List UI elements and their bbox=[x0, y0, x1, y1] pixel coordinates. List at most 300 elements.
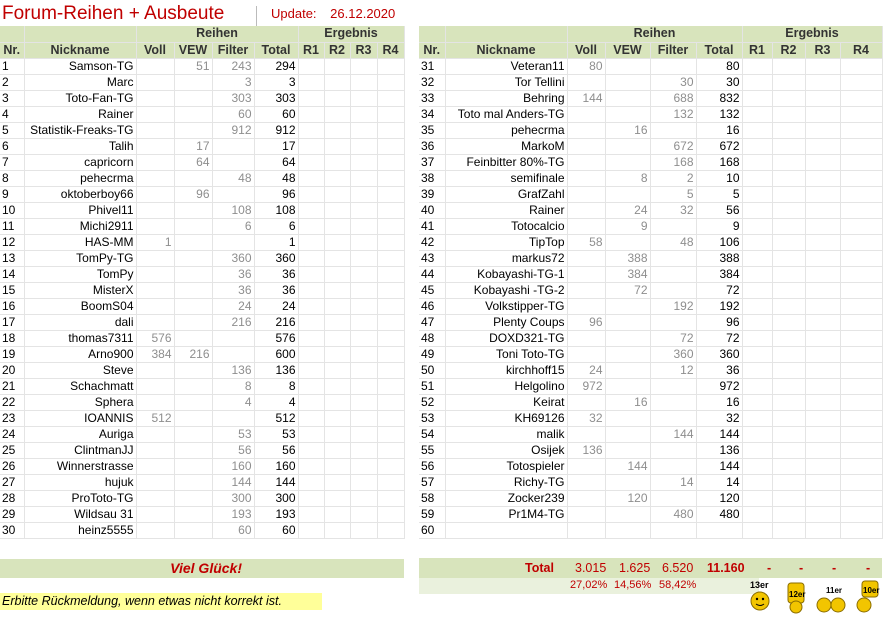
total-filter: 6.520 bbox=[662, 561, 694, 575]
cell-r4 bbox=[840, 522, 882, 538]
table-row bbox=[0, 330, 404, 346]
cell-r2 bbox=[772, 378, 805, 394]
cell-voll bbox=[567, 74, 605, 90]
cell-nr: 17 bbox=[0, 314, 24, 330]
table-row bbox=[0, 154, 404, 170]
cell-total: 144 bbox=[696, 458, 742, 474]
cell-r2 bbox=[772, 138, 805, 154]
cell-r1 bbox=[298, 330, 324, 346]
cell-r3 bbox=[805, 186, 840, 202]
cell-r2 bbox=[772, 250, 805, 266]
cell-nickname: MisterX bbox=[24, 282, 136, 298]
cell-nr: 39 bbox=[419, 186, 445, 202]
cell-vew bbox=[605, 58, 650, 74]
cell-nr: 45 bbox=[419, 282, 445, 298]
table-row bbox=[0, 58, 404, 74]
cell-nr: 41 bbox=[419, 218, 445, 234]
cell-vew bbox=[174, 490, 212, 506]
cell-vew: 8 bbox=[605, 170, 650, 186]
cell-filter: 56 bbox=[212, 442, 254, 458]
cell-voll bbox=[567, 394, 605, 410]
cell-r1 bbox=[742, 298, 772, 314]
cell-r3 bbox=[350, 266, 377, 282]
cell-r1 bbox=[298, 202, 324, 218]
table-row bbox=[0, 522, 404, 538]
cell-r4 bbox=[840, 282, 882, 298]
cell-vew bbox=[605, 314, 650, 330]
cell-r2 bbox=[324, 378, 350, 394]
cell-voll: 512 bbox=[136, 410, 174, 426]
cell-voll bbox=[567, 154, 605, 170]
cell-voll bbox=[136, 170, 174, 186]
cell-r3 bbox=[350, 138, 377, 154]
cell-r2 bbox=[324, 474, 350, 490]
cell-vew bbox=[605, 442, 650, 458]
cell-r2 bbox=[324, 90, 350, 106]
cell-nr: 26 bbox=[0, 458, 24, 474]
cell-vew bbox=[605, 74, 650, 90]
cell-r1 bbox=[298, 410, 324, 426]
cell-total: 832 bbox=[696, 90, 742, 106]
left-table bbox=[0, 26, 405, 539]
cell-vew: 144 bbox=[605, 458, 650, 474]
cell-vew bbox=[174, 442, 212, 458]
cell-total: 384 bbox=[696, 266, 742, 282]
total-voll: 3.015 bbox=[575, 561, 607, 575]
cell-vew bbox=[605, 346, 650, 362]
cell-voll bbox=[136, 474, 174, 490]
cell-nr: 10 bbox=[0, 202, 24, 218]
cell-voll bbox=[136, 298, 174, 314]
cell-nr: 23 bbox=[0, 410, 24, 426]
table-row bbox=[419, 282, 882, 298]
cell-voll bbox=[567, 106, 605, 122]
cell-nr: 14 bbox=[0, 266, 24, 282]
cell-total: 4 bbox=[254, 394, 298, 410]
cell-r2 bbox=[772, 506, 805, 522]
cell-voll bbox=[567, 138, 605, 154]
cell-voll: 32 bbox=[567, 410, 605, 426]
cell-filter: 303 bbox=[212, 90, 254, 106]
table-row bbox=[0, 426, 404, 442]
cell-nickname: Behring bbox=[445, 90, 567, 106]
col-nr: Nr. bbox=[419, 42, 445, 58]
cell-nickname: Helgolino bbox=[445, 378, 567, 394]
cell-r2 bbox=[772, 346, 805, 362]
cell-vew bbox=[174, 362, 212, 378]
cell-total: 600 bbox=[254, 346, 298, 362]
cell-total: 912 bbox=[254, 122, 298, 138]
cell-r3 bbox=[350, 90, 377, 106]
cell-r3 bbox=[805, 202, 840, 218]
cell-nr: 35 bbox=[419, 122, 445, 138]
cell-vew: 17 bbox=[174, 138, 212, 154]
cell-r4 bbox=[840, 234, 882, 250]
table-row bbox=[419, 506, 882, 522]
cell-r4 bbox=[840, 58, 882, 74]
cell-filter: 12 bbox=[650, 362, 696, 378]
cell-total: 48 bbox=[254, 170, 298, 186]
cell-nickname: Winnerstrasse bbox=[24, 458, 136, 474]
cell-r3 bbox=[805, 106, 840, 122]
cell-r4 bbox=[840, 410, 882, 426]
cell-r1 bbox=[298, 186, 324, 202]
cell-vew bbox=[605, 186, 650, 202]
cell-nickname: Totocalcio bbox=[445, 218, 567, 234]
col-nickname: Nickname bbox=[24, 42, 136, 58]
cell-vew bbox=[174, 74, 212, 90]
cell-filter: 48 bbox=[212, 170, 254, 186]
cell-nickname: MarkoM bbox=[445, 138, 567, 154]
cell-r3 bbox=[350, 250, 377, 266]
table-row bbox=[0, 298, 404, 314]
cell-r1 bbox=[298, 74, 324, 90]
table-row bbox=[0, 218, 404, 234]
smiley-12er-icon bbox=[788, 583, 805, 613]
cell-r2 bbox=[772, 90, 805, 106]
cell-total: 16 bbox=[696, 394, 742, 410]
cell-r4 bbox=[840, 474, 882, 490]
cell-nr: 11 bbox=[0, 218, 24, 234]
cell-total: 96 bbox=[254, 186, 298, 202]
cell-r2 bbox=[324, 170, 350, 186]
svg-text:13er: 13er bbox=[750, 580, 769, 590]
cell-nr: 50 bbox=[419, 362, 445, 378]
col-nr: Nr. bbox=[0, 42, 24, 58]
cell-filter: 72 bbox=[650, 330, 696, 346]
table-row bbox=[419, 250, 882, 266]
cell-r3 bbox=[805, 426, 840, 442]
cell-nickname: Wildsau 31 bbox=[24, 506, 136, 522]
cell-r4 bbox=[840, 90, 882, 106]
cell-r1 bbox=[742, 186, 772, 202]
cell-nickname: ClintmanJJ bbox=[24, 442, 136, 458]
cell-nr: 55 bbox=[419, 442, 445, 458]
cell-r4 bbox=[377, 138, 404, 154]
table-row bbox=[0, 394, 404, 410]
cell-r3 bbox=[805, 458, 840, 474]
cell-filter: 160 bbox=[212, 458, 254, 474]
cell-r4 bbox=[377, 506, 404, 522]
cell-nickname: Zocker239 bbox=[445, 490, 567, 506]
pct-voll: 27,02% bbox=[570, 579, 608, 591]
table-row bbox=[0, 442, 404, 458]
cell-filter: 216 bbox=[212, 314, 254, 330]
cell-r3 bbox=[805, 410, 840, 426]
cell-nickname: IOANNIS bbox=[24, 410, 136, 426]
table-row bbox=[419, 218, 882, 234]
cell-nickname: Samson-TG bbox=[24, 58, 136, 74]
cell-vew bbox=[174, 202, 212, 218]
cell-r2 bbox=[772, 266, 805, 282]
cell-r1 bbox=[298, 154, 324, 170]
cell-r1 bbox=[298, 218, 324, 234]
cell-r2 bbox=[772, 362, 805, 378]
cell-r4 bbox=[840, 154, 882, 170]
cell-voll bbox=[567, 474, 605, 490]
cell-total: 8 bbox=[254, 378, 298, 394]
table-row bbox=[0, 362, 404, 378]
cell-r1 bbox=[298, 474, 324, 490]
cell-voll bbox=[136, 106, 174, 122]
cell-nr: 34 bbox=[419, 106, 445, 122]
cell-voll bbox=[136, 394, 174, 410]
cell-vew bbox=[605, 106, 650, 122]
cell-vew bbox=[174, 122, 212, 138]
cell-r3 bbox=[805, 58, 840, 74]
ergebnis-r1: - bbox=[767, 561, 772, 575]
cell-nickname: pehecrma bbox=[24, 170, 136, 186]
cell-nr: 58 bbox=[419, 490, 445, 506]
cell-total: 36 bbox=[254, 266, 298, 282]
cell-r3 bbox=[350, 282, 377, 298]
cell-nr: 60 bbox=[419, 522, 445, 538]
cell-r1 bbox=[298, 362, 324, 378]
cell-r3 bbox=[350, 442, 377, 458]
cell-r3 bbox=[805, 170, 840, 186]
cell-vew bbox=[605, 298, 650, 314]
cell-nr: 8 bbox=[0, 170, 24, 186]
cell-total: 512 bbox=[254, 410, 298, 426]
cell-r3 bbox=[805, 362, 840, 378]
cell-vew bbox=[605, 330, 650, 346]
cell-r4 bbox=[377, 154, 404, 170]
cell-r4 bbox=[377, 298, 404, 314]
cell-vew bbox=[174, 266, 212, 282]
cell-r4 bbox=[840, 394, 882, 410]
cell-filter bbox=[650, 58, 696, 74]
cell-r2 bbox=[324, 314, 350, 330]
cell-r1 bbox=[298, 250, 324, 266]
cell-r2 bbox=[772, 394, 805, 410]
col-filter: Filter bbox=[212, 42, 254, 58]
cell-filter: 300 bbox=[212, 490, 254, 506]
cell-total bbox=[696, 522, 742, 538]
cell-r3 bbox=[350, 298, 377, 314]
cell-vew bbox=[605, 410, 650, 426]
cell-nr: 51 bbox=[419, 378, 445, 394]
cell-total: 168 bbox=[696, 154, 742, 170]
cell-vew bbox=[174, 426, 212, 442]
cell-r1 bbox=[742, 282, 772, 298]
cell-vew: 9 bbox=[605, 218, 650, 234]
cell-filter: 4 bbox=[212, 394, 254, 410]
cell-r2 bbox=[772, 154, 805, 170]
cell-r1 bbox=[742, 362, 772, 378]
cell-nickname: KH69126 bbox=[445, 410, 567, 426]
cell-r3 bbox=[350, 234, 377, 250]
cell-vew bbox=[174, 90, 212, 106]
cell-total: 56 bbox=[254, 442, 298, 458]
cell-voll bbox=[567, 490, 605, 506]
cell-vew bbox=[605, 138, 650, 154]
table-row bbox=[419, 234, 882, 250]
cell-voll: 136 bbox=[567, 442, 605, 458]
col-r2: R2 bbox=[772, 42, 805, 58]
cell-nickname bbox=[445, 522, 567, 538]
cell-total: 72 bbox=[696, 282, 742, 298]
cell-r3 bbox=[805, 298, 840, 314]
cell-r2 bbox=[772, 186, 805, 202]
table-row bbox=[419, 138, 882, 154]
cell-vew bbox=[174, 282, 212, 298]
cell-r2 bbox=[772, 522, 805, 538]
cell-nickname: Osijek bbox=[445, 442, 567, 458]
cell-r2 bbox=[324, 330, 350, 346]
cell-total: 576 bbox=[254, 330, 298, 346]
col-total: Total bbox=[254, 42, 298, 58]
cell-total: 80 bbox=[696, 58, 742, 74]
cell-r2 bbox=[324, 522, 350, 538]
cell-voll bbox=[136, 202, 174, 218]
cell-nickname: Statistik-Freaks-TG bbox=[24, 122, 136, 138]
cell-r3 bbox=[805, 490, 840, 506]
cell-total: 136 bbox=[696, 442, 742, 458]
cell-vew: 16 bbox=[605, 394, 650, 410]
grp-empty-nr bbox=[419, 26, 445, 42]
cell-r3 bbox=[805, 154, 840, 170]
cell-total: 106 bbox=[696, 234, 742, 250]
cell-filter: 480 bbox=[650, 506, 696, 522]
table-row bbox=[0, 202, 404, 218]
cell-voll bbox=[136, 442, 174, 458]
cell-nickname: Talih bbox=[24, 138, 136, 154]
cell-r1 bbox=[742, 90, 772, 106]
cell-r3 bbox=[350, 426, 377, 442]
cell-nr: 5 bbox=[0, 122, 24, 138]
cell-r4 bbox=[377, 218, 404, 234]
cell-r2 bbox=[324, 410, 350, 426]
cell-r1 bbox=[742, 330, 772, 346]
cell-voll bbox=[136, 122, 174, 138]
cell-filter: 60 bbox=[212, 106, 254, 122]
cell-r3 bbox=[805, 250, 840, 266]
cell-nickname: Toto-Fan-TG bbox=[24, 90, 136, 106]
table-row bbox=[0, 106, 404, 122]
cell-r1 bbox=[742, 234, 772, 250]
cell-r2 bbox=[324, 458, 350, 474]
cell-nickname: TomPy-TG bbox=[24, 250, 136, 266]
cell-nickname: malik bbox=[445, 426, 567, 442]
cell-filter bbox=[650, 282, 696, 298]
cell-vew bbox=[174, 458, 212, 474]
cell-voll bbox=[567, 186, 605, 202]
cell-r3 bbox=[805, 74, 840, 90]
cell-r2 bbox=[772, 330, 805, 346]
cell-r1 bbox=[298, 522, 324, 538]
cell-r2 bbox=[324, 506, 350, 522]
cell-total: 388 bbox=[696, 250, 742, 266]
cell-r1 bbox=[742, 522, 772, 538]
cell-nickname: hujuk bbox=[24, 474, 136, 490]
cell-filter: 132 bbox=[650, 106, 696, 122]
cell-vew: 384 bbox=[605, 266, 650, 282]
cell-r4 bbox=[840, 346, 882, 362]
cell-nickname: heinz5555 bbox=[24, 522, 136, 538]
cell-nr: 4 bbox=[0, 106, 24, 122]
cell-r4 bbox=[377, 410, 404, 426]
cell-vew: 216 bbox=[174, 346, 212, 362]
table-row bbox=[419, 330, 882, 346]
table-row bbox=[419, 122, 882, 138]
group-reihen: Reihen bbox=[567, 26, 742, 42]
cell-nickname: TomPy bbox=[24, 266, 136, 282]
cell-voll bbox=[136, 522, 174, 538]
cell-total: 480 bbox=[696, 506, 742, 522]
cell-r4 bbox=[377, 314, 404, 330]
cell-total: 72 bbox=[696, 330, 742, 346]
cell-r1 bbox=[742, 266, 772, 282]
cell-r1 bbox=[742, 74, 772, 90]
cell-nickname: Rainer bbox=[24, 106, 136, 122]
cell-nickname: Pr1M4-TG bbox=[445, 506, 567, 522]
cell-filter: 192 bbox=[650, 298, 696, 314]
cell-voll: 96 bbox=[567, 314, 605, 330]
cell-r3 bbox=[350, 458, 377, 474]
cell-vew: 388 bbox=[605, 250, 650, 266]
cell-nickname: Keirat bbox=[445, 394, 567, 410]
cell-r2 bbox=[324, 490, 350, 506]
cell-r2 bbox=[324, 282, 350, 298]
smiley-10er-icon bbox=[857, 581, 879, 612]
cell-r3 bbox=[350, 122, 377, 138]
cell-r3 bbox=[350, 394, 377, 410]
cell-r2 bbox=[324, 234, 350, 250]
cell-r4 bbox=[377, 186, 404, 202]
cell-filter: 2 bbox=[650, 170, 696, 186]
cell-vew: 24 bbox=[605, 202, 650, 218]
cell-r4 bbox=[377, 234, 404, 250]
col-nickname: Nickname bbox=[445, 42, 567, 58]
cell-filter: 136 bbox=[212, 362, 254, 378]
cell-nr: 49 bbox=[419, 346, 445, 362]
update-date: 26.12.2020 bbox=[330, 6, 396, 21]
cell-filter: 36 bbox=[212, 282, 254, 298]
pct-vew: 14,56% bbox=[614, 579, 652, 591]
cell-r1 bbox=[742, 314, 772, 330]
table-row bbox=[0, 234, 404, 250]
cell-nr: 20 bbox=[0, 362, 24, 378]
cell-r3 bbox=[350, 218, 377, 234]
cell-nr: 28 bbox=[0, 490, 24, 506]
cell-r2 bbox=[324, 74, 350, 90]
cell-r1 bbox=[742, 442, 772, 458]
cell-r1 bbox=[298, 282, 324, 298]
cell-r4 bbox=[377, 378, 404, 394]
cell-r1 bbox=[298, 266, 324, 282]
cell-nickname: DOXD321-TG bbox=[445, 330, 567, 346]
cell-total: 136 bbox=[254, 362, 298, 378]
cell-r2 bbox=[772, 218, 805, 234]
table-row bbox=[0, 170, 404, 186]
feedback-note: Erbitte Rückmeldung, wenn etwas nicht korrekt ist. bbox=[0, 593, 322, 610]
cell-r4 bbox=[840, 170, 882, 186]
cell-r4 bbox=[840, 426, 882, 442]
cell-r4 bbox=[377, 490, 404, 506]
cell-r3 bbox=[350, 378, 377, 394]
cell-r2 bbox=[324, 186, 350, 202]
cell-voll bbox=[136, 218, 174, 234]
table-row bbox=[419, 378, 882, 394]
cell-total: 17 bbox=[254, 138, 298, 154]
cell-r4 bbox=[377, 346, 404, 362]
cell-filter: 144 bbox=[212, 474, 254, 490]
cell-r4 bbox=[377, 74, 404, 90]
cell-nr: 40 bbox=[419, 202, 445, 218]
cell-nr: 25 bbox=[0, 442, 24, 458]
cell-r1 bbox=[742, 58, 772, 74]
cell-filter: 60 bbox=[212, 522, 254, 538]
